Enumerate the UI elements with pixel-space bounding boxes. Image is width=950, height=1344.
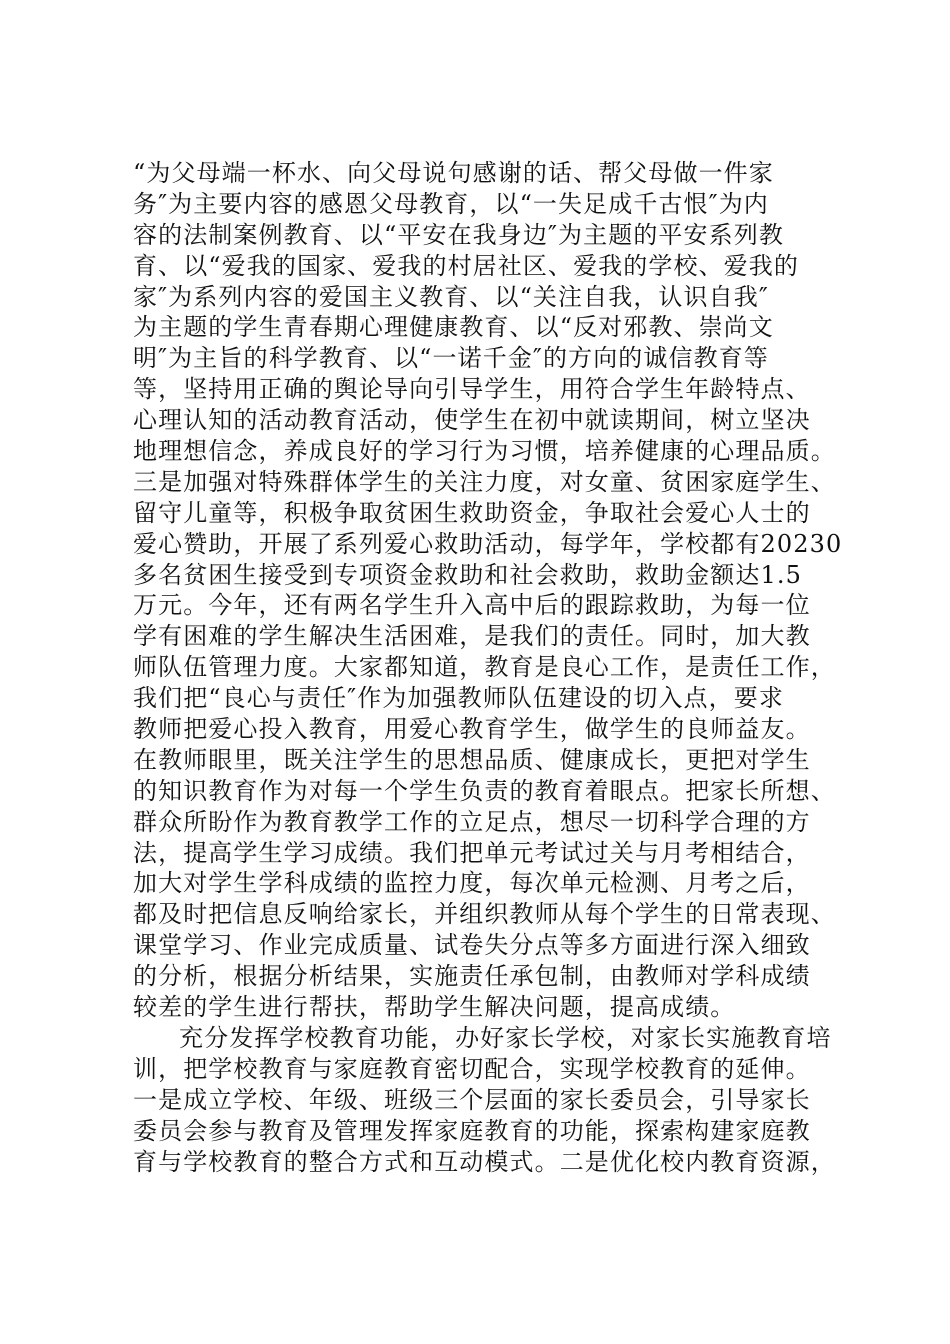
text-line: 留守儿童等，积极争取贫困生救助资金，争取社会爱心人士的 [133, 498, 811, 527]
text-line: 法，提高学生学习成绩。我们把单元考试过关与月考相结合， [133, 838, 811, 867]
text-line: 容的法制案例教育、以“平安在我身边″为主题的平安系列教 [133, 220, 784, 249]
text-line: 教师把爱心投入教育，用爱心教育学生，做学生的良师益友。 [133, 715, 811, 744]
text-line: 群众所盼作为教育教学工作的立足点，想尽一切科学合理的方 [133, 807, 811, 836]
text-line: 育与学校教育的整合方式和互动模式。二是优化校内教育资源， [133, 1147, 836, 1176]
text-line: 都及时把信息反响给家长，并组织教师从每个学生的日常表现、 [133, 900, 836, 929]
text-line: 在教师眼里，既关注学生的思想品质、健康成长，更把对学生 [133, 745, 811, 774]
text-line: 多名贫困生接受到专项资金救助和社会救助，救助金额达1.5 [133, 560, 802, 589]
text-line: 家″为系列内容的爱国主义教育、以“关注自我，认识自我″ [133, 282, 769, 311]
text-line: 的知识教育作为对每一个学生负责的教育着眼点。把家长所想、 [133, 776, 836, 805]
text-line: 爱心赞助，开展了系列爱心救助活动，每学年，学校都有20230 [133, 529, 843, 558]
text-line: 心理认知的活动教育活动，使学生在初中就读期间，树立坚决 [133, 406, 811, 435]
text-line: 委员会参与教育及管理发挥家庭教育的功能，探索构建家庭教 [133, 1116, 811, 1145]
text-line: 地理想信念，养成良好的学习行为习惯，培养健康的心理品质。 [133, 437, 836, 466]
text-line: 的分析，根据分析结果，实施责任承包制，由教师对学科成绩 [133, 962, 811, 991]
text-line: 明″为主旨的科学教育、以“一诺千金″的方向的诚信教育等 [133, 344, 769, 373]
text-line: 万元。今年，还有两名学生升入高中后的跟踪救助，为每一位 [133, 591, 811, 620]
text-line: 课堂学习、作业完成质量、试卷失分点等多方面进行深入细致 [133, 931, 811, 960]
text-line: 训，把学校教育与家庭教育密切配合，实现学校教育的延伸。 [133, 1054, 811, 1083]
text-line: 一是成立学校、年级、班级三个层面的家长委员会，引导家长 [133, 1085, 811, 1114]
text-line: 师队伍管理力度。大家都知道，教育是良心工作，是责任工作， [133, 653, 836, 682]
text-line: 为主题的学生青春期心理健康教育、以“反对邪教、崇尚文 [133, 313, 774, 342]
text-line: 育、以“爱我的国家、爱我的村居社区、爱我的学校、爱我的 [133, 251, 799, 280]
text-line: 务″为主要内容的感恩父母教育，以“一失足成千古恨″为内 [133, 189, 769, 218]
paragraph-start-line: 充分发挥学校教育功能，办好家长学校，对家长实施教育培 [179, 1023, 832, 1052]
body-text [133, 158, 853, 1177]
text-line: 等，坚持用正确的舆论导向引导学生，用符合学生年龄特点、 [133, 375, 811, 404]
text-line: 加大对学生学科成绩的监控力度，每次单元检测、月考之后， [133, 869, 811, 898]
text-line: 我们把“良心与责任″作为加强教师队伍建设的切入点，要求 [133, 684, 784, 713]
text-line: 三是加强对特殊群体学生的关注力度，对女童、贫困家庭学生、 [133, 467, 836, 496]
text-line: “为父母端一杯水、向父母说句感谢的话、帮父母做一件家 [133, 159, 774, 187]
text-line: 学有困难的学生解决生活困难，是我们的责任。同时，加大教 [133, 622, 811, 651]
text-line: 较差的学生进行帮扶，帮助学生解决问题，提高成绩。 [133, 993, 736, 1022]
